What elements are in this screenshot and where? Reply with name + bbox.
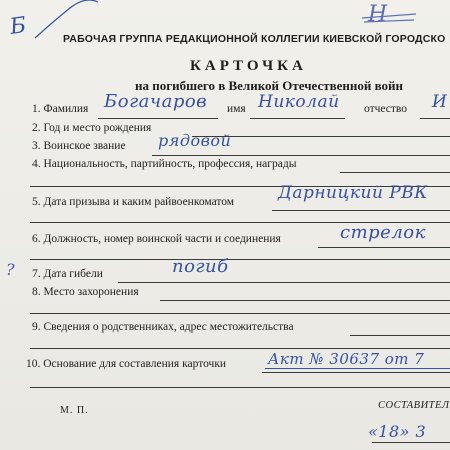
- field-9-line: [350, 335, 450, 336]
- compiler-label: СОСТАВИТЕЛ: [378, 400, 450, 411]
- patronymic-value: И: [432, 92, 448, 112]
- field-3-value: рядовой: [158, 131, 232, 150]
- field-1-line: [98, 118, 218, 119]
- stamp-place-label: М. П.: [60, 405, 89, 416]
- patronymic-label: отчество: [364, 103, 408, 115]
- name-label: имя: [227, 103, 246, 115]
- field-7-line: [118, 282, 450, 283]
- margin-tick: ?: [6, 260, 15, 279]
- field-9-line-2: [30, 348, 450, 349]
- card-subtitle: на погибшего в Великой Отечественной войн: [135, 78, 404, 93]
- top-strikethrough: [360, 6, 420, 26]
- field-8-label: 8. Место захоронения: [32, 286, 139, 298]
- field-7-label: 7. Дата гибели: [32, 268, 103, 280]
- header-text: РАБОЧАЯ ГРУППА РЕДАКЦИОННОЙ КОЛЛЕГИИ КИЕВСКОЙ ГОРОДСКО: [63, 33, 446, 45]
- field-9-label: 9. Сведения о родственниках, адрес местожительства: [32, 321, 294, 333]
- field-10-line: [262, 372, 450, 373]
- field-8-line-2: [30, 313, 450, 314]
- field-2-label: 2. Год и место рождения: [32, 122, 152, 134]
- field-10-line-2: [30, 387, 450, 388]
- date-line: [372, 442, 450, 443]
- card-title: КАРТОЧКА: [190, 58, 307, 74]
- top-scribble: Н: [368, 2, 388, 27]
- field-10-label: 10. Основание для составления карточки: [26, 358, 227, 370]
- field-10-underline: [265, 368, 450, 369]
- corner-mark: Б: [8, 12, 28, 41]
- field-5-value: Дарницкий РВК: [278, 183, 428, 203]
- field-6-value: стрелок: [340, 222, 426, 243]
- field-6-line: [318, 247, 450, 248]
- field-6-line-2: [30, 259, 450, 260]
- name-line: [250, 118, 345, 119]
- name-value: Николай: [258, 92, 340, 112]
- field-3-line: [152, 155, 450, 156]
- field-5-line: [272, 210, 450, 211]
- field-1-label: 1. Фамилия: [32, 103, 89, 115]
- date-value: «18» 3: [368, 422, 427, 441]
- field-5-label: 5. Дата призыва и каким райвоенкоматом: [32, 196, 235, 208]
- field-8-line: [160, 300, 450, 301]
- field-3-label: 3. Воинское звание: [32, 140, 126, 152]
- field-4-label: 4. Национальность, партийность, профессия, награды: [32, 158, 297, 170]
- field-10-value: Акт № 30637 от 7: [268, 350, 425, 368]
- field-1-value: Богачаров: [104, 91, 208, 112]
- field-6-label: 6. Должность, номер воинской части и соединения: [32, 233, 281, 245]
- patronymic-line: [420, 118, 450, 119]
- field-4-line-1: [340, 172, 450, 173]
- field-7-value: погиб: [172, 256, 229, 277]
